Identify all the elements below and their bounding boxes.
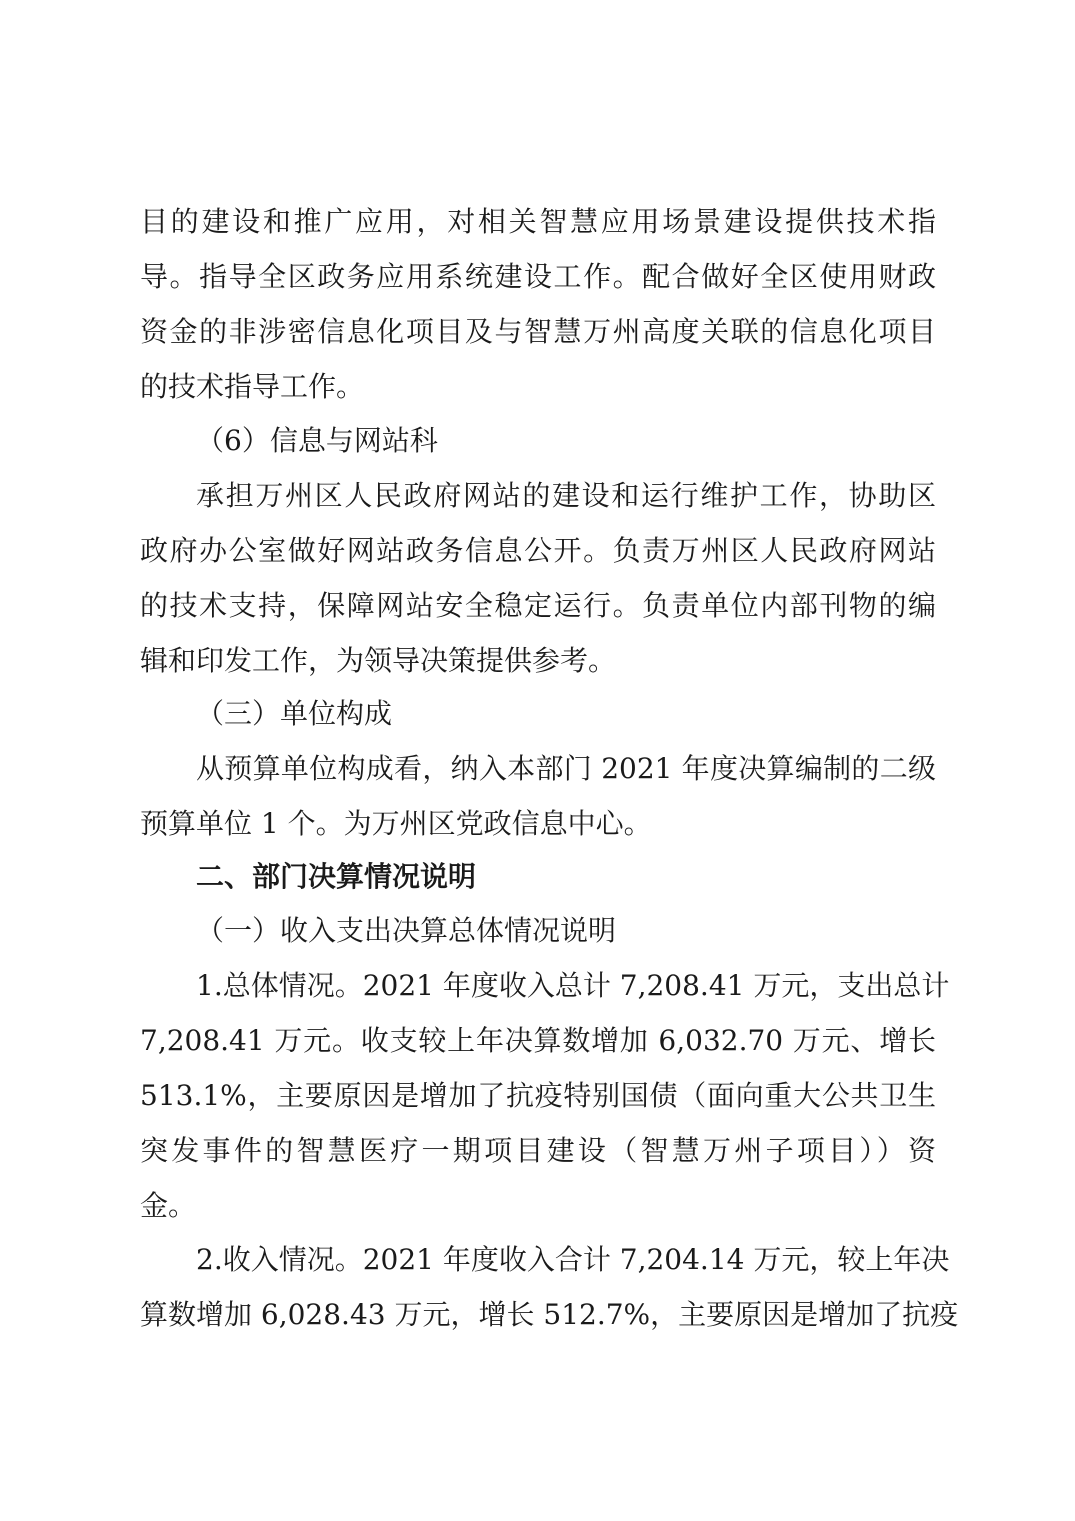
paragraph-line: 从预算单位构成看，纳入本部门 2021 年度决算编制的二级 [196,752,936,785]
paragraph-line: 1.总体情况。2021 年度收入总计 7,208.41 万元，支出总计 [196,969,950,1002]
paragraph-line: 2.收入情况。2021 年度收入合计 7,204.14 万元，较上年决 [196,1243,950,1276]
section-heading: （三）单位构成 [196,697,393,730]
section-heading: （6）信息与网站科 [196,424,438,457]
section-heading: （一）收入支出决算总体情况说明 [196,914,617,947]
paragraph-line: 的技术指导工作。 [140,370,365,403]
paragraph-line: 金。 [140,1189,197,1222]
paragraph-line: 算数增加 6,028.43 万元，增长 512.7%，主要原因是增加了抗疫 [140,1298,959,1331]
paragraph-line: 辑和印发工作，为领导决策提供参考。 [140,644,617,677]
paragraph-line: 7,208.41 万元。收支较上年决算数增加 6,032.70 万元、增长 [140,1024,936,1057]
paragraph-line: 的技术支持，保障网站安全稳定运行。负责单位内部刊物的编 [140,589,936,622]
paragraph-line: 目的建设和推广应用，对相关智慧应用场景建设提供技术指 [140,205,936,238]
paragraph-line: 资金的非涉密信息化项目及与智慧万州高度关联的信息化项目 [140,315,936,348]
chapter-heading: 二、部门决算情况说明 [196,860,477,893]
paragraph-line: 预算单位 1 个。为万州区党政信息中心。 [140,807,652,840]
paragraph-line: 突发事件的智慧医疗一期项目建设（智慧万州子项目））资 [140,1134,936,1167]
paragraph-line: 政府办公室做好网站政务信息公开。负责万州区人民政府网站 [140,534,936,567]
paragraph-line: 513.1%，主要原因是增加了抗疫特别国债（面向重大公共卫生 [140,1079,936,1112]
paragraph-line: 承担万州区人民政府网站的建设和运行维护工作，协助区 [196,479,936,512]
paragraph-line: 导。指导全区政务应用系统建设工作。配合做好全区使用财政 [140,260,936,293]
